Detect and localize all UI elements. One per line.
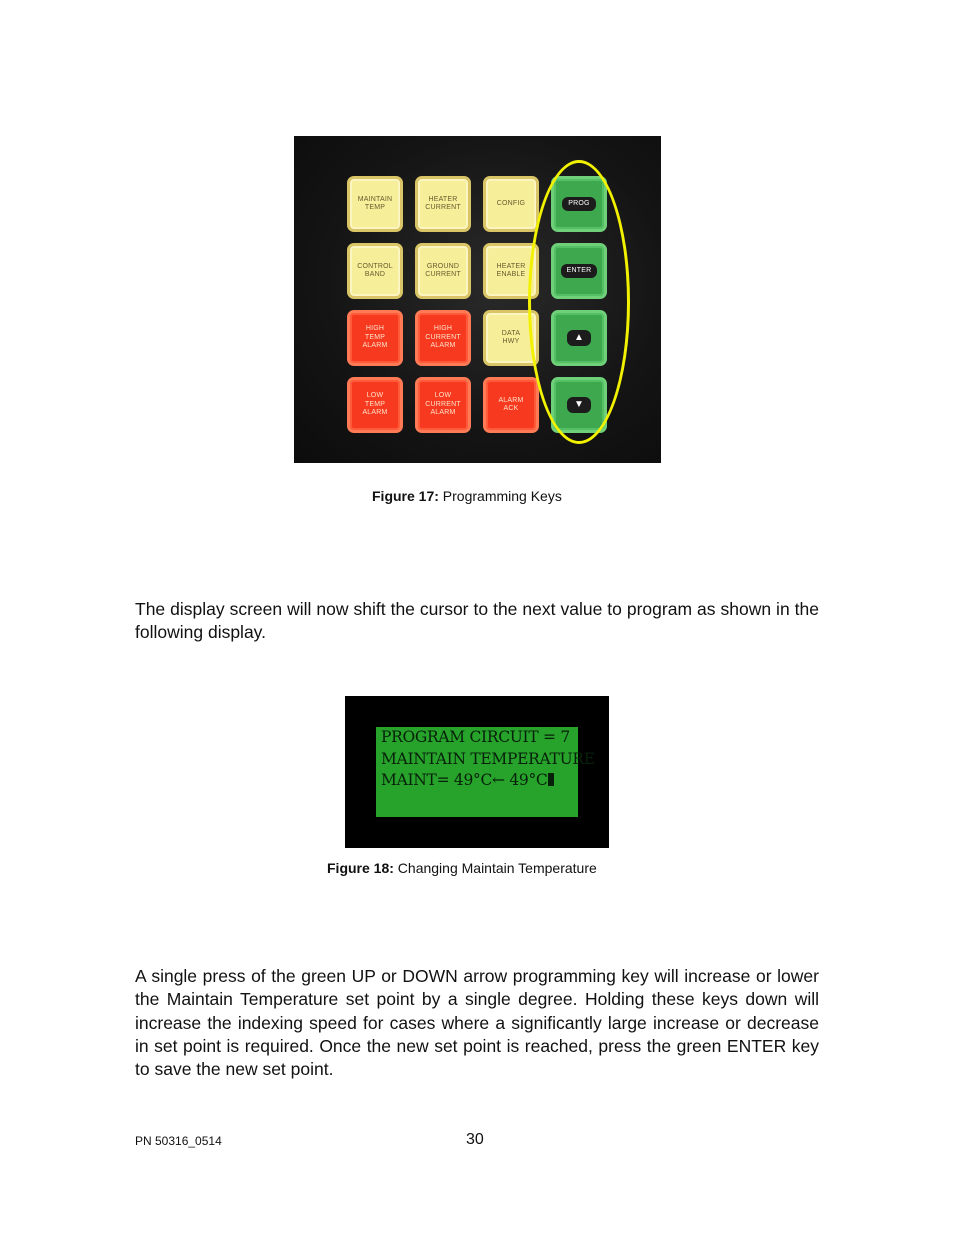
lcd-line-3-text: MAINT= 49°C← 49°C: [381, 771, 548, 789]
key-low-temp-alarm: [347, 377, 403, 433]
lcd-display-photo: [345, 696, 609, 848]
lcd-screen: [376, 727, 595, 817]
key-label: PROG: [562, 197, 595, 211]
key-control-band: [347, 243, 403, 299]
key-label: LOW TEMP ALARM: [362, 392, 388, 417]
page-number: 30: [466, 1131, 484, 1148]
key-high-temp-alarm: [347, 310, 403, 366]
key-label: MAINTAIN TEMP: [357, 195, 393, 211]
key-label: CONFIG: [496, 199, 526, 207]
key-low-current-alarm: [415, 377, 471, 433]
keypad-photo: [294, 136, 661, 463]
down-arrow-icon: ▼: [567, 397, 591, 413]
part-number: PN 50316_0514: [135, 1134, 222, 1148]
figure-18-caption: [327, 860, 597, 876]
figure-17-caption: [372, 488, 562, 504]
caption-label: Figure 18:: [327, 860, 394, 876]
highlight-ellipse: [528, 160, 630, 444]
key-ground-current: [415, 243, 471, 299]
key-label: GROUND CURRENT: [425, 262, 461, 278]
key-label: HEATER ENABLE: [496, 262, 526, 278]
lcd-line-3: [381, 771, 554, 789]
caption-text: Changing Maintain Temperature: [397, 860, 597, 876]
key-alarm-ack: [483, 377, 539, 433]
lcd-line-1: PROGRAM CIRCUIT = 7: [381, 728, 570, 746]
key-high-current-alarm: [415, 310, 471, 366]
key-label: HIGH CURRENT ALARM: [425, 325, 461, 350]
cursor-block-icon: [548, 773, 554, 786]
key-heater-current: [415, 176, 471, 232]
caption-text: Programming Keys: [442, 488, 562, 504]
paragraph-1: The display screen will now shift the cursor to the next value to program as shown in the following display.: [135, 599, 819, 643]
key-label: HEATER CURRENT: [425, 195, 461, 211]
key-label: ENTER: [561, 264, 598, 278]
key-label: CONTROL BAND: [357, 262, 393, 278]
key-label: LOW CURRENT ALARM: [425, 392, 461, 417]
up-arrow-icon: ▲: [567, 330, 591, 346]
lcd-line-2: MAINTAIN TEMPERATURE: [381, 750, 595, 768]
paragraph-2: A single press of the green UP or DOWN arrow programming key will increase or lower the Maintain Temperature set point by a single degree. Holding these keys down will increase the indexing speed for cases where a significantly large increase or decrease in set point is required. Once the new set point is reached, press the green ENTER key to save the new set point.: [135, 966, 819, 1080]
key-label: DATA HWY: [501, 329, 521, 345]
caption-label: Figure 17:: [372, 488, 439, 504]
key-label: ALARM ACK: [498, 396, 524, 412]
key-label: HIGH TEMP ALARM: [362, 325, 388, 350]
key-maintain-temp: [347, 176, 403, 232]
key-config: [483, 176, 539, 232]
